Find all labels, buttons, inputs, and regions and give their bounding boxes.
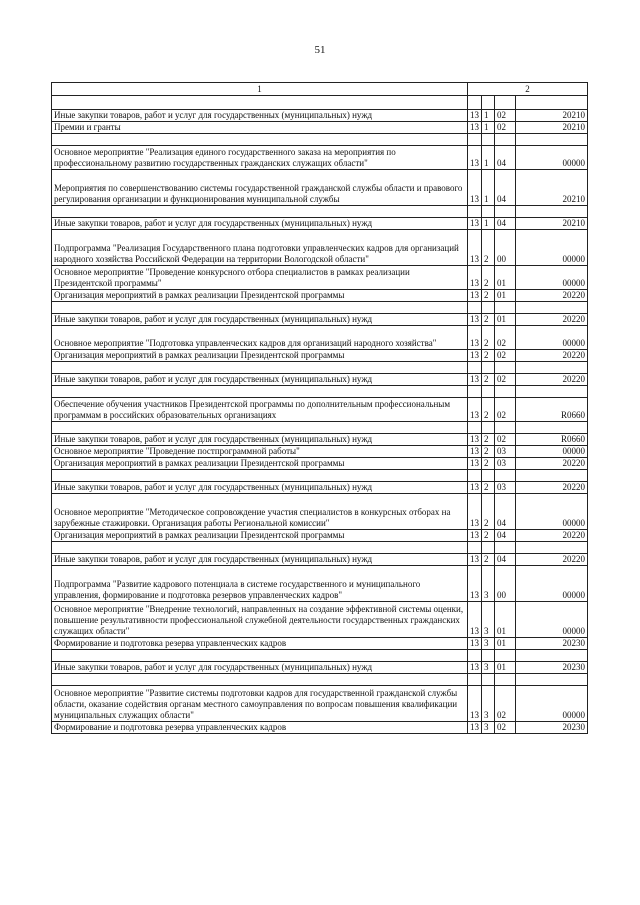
row-name-cell: Организация мероприятий в рамках реализации Президентской программы	[52, 458, 468, 470]
row-code-subsection-cell: 2	[482, 530, 495, 542]
table-row	[52, 662, 588, 674]
row-code-subsection-cell: 3	[482, 638, 495, 650]
row-name-cell: Обеспечение обучения участников Президентской программы по дополнительным профессиональным программам в российских образовательных организациях	[52, 398, 468, 422]
row-code-target-cell: 20210	[516, 122, 588, 134]
row-code-target-cell: 00000	[516, 686, 588, 722]
row-code-section-cell: 13	[468, 554, 482, 566]
row-name-cell: Иные закупки товаров, работ и услуг для государственных (муниципальных) нужд	[52, 662, 468, 674]
row-code-section-cell: 13	[468, 266, 482, 290]
row-code-subsection-cell: 1	[482, 122, 495, 134]
row-code-subsection-cell: 2	[482, 494, 495, 530]
row-name-cell	[52, 470, 468, 482]
row-code-subsection-cell	[482, 674, 495, 686]
row-code-item-cell: 02	[495, 350, 516, 362]
row-code-subsection-cell	[482, 302, 495, 314]
row-code-target-cell: 20220	[516, 530, 588, 542]
row-code-item-cell: 01	[495, 602, 516, 638]
row-code-target-cell	[516, 302, 588, 314]
row-code-section-cell: 13	[468, 722, 482, 734]
table-row	[52, 686, 588, 722]
row-name-cell: Иные закупки товаров, работ и услуг для государственных (муниципальных) нужд	[52, 554, 468, 566]
row-code-item-cell: 02	[495, 326, 516, 350]
row-code-subsection-cell: 1	[482, 170, 495, 206]
row-code-item-cell: 00	[495, 230, 516, 266]
row-code-subsection-cell: 2	[482, 314, 495, 326]
row-code-item-cell: 03	[495, 482, 516, 494]
row-name-cell: Основное мероприятие "Проведение конкурсного отбора специалистов в рамках реализации Президентской программы"	[52, 266, 468, 290]
table-row	[52, 134, 588, 146]
table-row	[52, 494, 588, 530]
row-code-subsection-cell: 2	[482, 290, 495, 302]
row-name-cell	[52, 362, 468, 374]
table-row	[52, 554, 588, 566]
table-row	[52, 290, 588, 302]
row-code-target-cell: 20220	[516, 314, 588, 326]
table-row	[52, 374, 588, 386]
row-code-subsection-cell: 2	[482, 446, 495, 458]
table-row	[52, 482, 588, 494]
table-row	[52, 674, 588, 686]
row-code-section-cell	[468, 386, 482, 398]
budget-classification-table	[51, 82, 588, 734]
row-name-cell	[52, 542, 468, 554]
table-row	[52, 650, 588, 662]
row-code-section-cell: 13	[468, 350, 482, 362]
row-code-section-cell	[468, 542, 482, 554]
row-code-subsection-cell: 3	[482, 566, 495, 602]
row-code-item-cell	[495, 650, 516, 662]
table-row	[52, 530, 588, 542]
table-row	[52, 326, 588, 350]
row-code-item-cell: 04	[495, 530, 516, 542]
row-code-section-cell	[468, 470, 482, 482]
page-number: 51	[314, 44, 326, 56]
row-code-item-cell	[495, 96, 516, 110]
row-name-cell	[52, 302, 468, 314]
row-code-section-cell	[468, 650, 482, 662]
row-code-target-cell: 00000	[516, 494, 588, 530]
row-name-cell: Подпрограмма "Реализация Государственного плана подготовки управленческих кадров для организаций народного хозяйства Российской Федерации на территории Вологодской области"	[52, 230, 468, 266]
row-code-subsection-cell	[482, 96, 495, 110]
row-code-target-cell: 00000	[516, 266, 588, 290]
row-code-target-cell: 20210	[516, 218, 588, 230]
row-code-subsection-cell	[482, 650, 495, 662]
row-code-target-cell: 20220	[516, 554, 588, 566]
row-code-target-cell: R0660	[516, 434, 588, 446]
row-code-section-cell: 13	[468, 638, 482, 650]
row-code-section-cell: 13	[468, 122, 482, 134]
row-code-subsection-cell	[482, 422, 495, 434]
row-code-subsection-cell: 2	[482, 326, 495, 350]
row-code-section-cell: 13	[468, 290, 482, 302]
row-code-subsection-cell: 1	[482, 218, 495, 230]
table-row	[52, 362, 588, 374]
row-code-item-cell: 02	[495, 434, 516, 446]
row-name-cell	[52, 422, 468, 434]
row-code-section-cell: 13	[468, 170, 482, 206]
row-code-subsection-cell	[482, 362, 495, 374]
row-name-cell: Формирование и подготовка резерва управленческих кадров	[52, 722, 468, 734]
row-code-target-cell: 00000	[516, 326, 588, 350]
row-code-target-cell	[516, 674, 588, 686]
row-code-item-cell	[495, 386, 516, 398]
row-code-section-cell: 13	[468, 218, 482, 230]
row-code-target-cell: 20230	[516, 638, 588, 650]
row-code-section-cell: 13	[468, 446, 482, 458]
row-name-cell: Основное мероприятие "Методическое сопровождение участия специалистов в конкурсных отборах на зарубежные стажировки. Организация работы Региональной комиссии"	[52, 494, 468, 530]
table-row	[52, 110, 588, 122]
row-code-item-cell	[495, 422, 516, 434]
table-header-row	[52, 83, 588, 96]
row-code-subsection-cell: 2	[482, 554, 495, 566]
row-name-cell: Премии и гранты	[52, 122, 468, 134]
row-code-section-cell: 13	[468, 602, 482, 638]
row-name-cell: Основное мероприятие "Проведение постпрограммной работы"	[52, 446, 468, 458]
row-code-item-cell: 04	[495, 554, 516, 566]
row-name-cell: Иные закупки товаров, работ и услуг для государственных (муниципальных) нужд	[52, 314, 468, 326]
row-code-section-cell: 13	[468, 662, 482, 674]
table-row	[52, 170, 588, 206]
row-code-target-cell: 20220	[516, 374, 588, 386]
row-code-section-cell	[468, 96, 482, 110]
table-row	[52, 230, 588, 266]
table-row	[52, 422, 588, 434]
row-code-section-cell: 13	[468, 230, 482, 266]
row-name-cell: Организация мероприятий в рамках реализации Президентской программы	[52, 350, 468, 362]
row-code-target-cell: 00000	[516, 602, 588, 638]
row-code-section-cell: 13	[468, 566, 482, 602]
row-code-subsection-cell	[482, 470, 495, 482]
row-code-target-cell: 00000	[516, 566, 588, 602]
table-row	[52, 146, 588, 170]
table-body	[52, 96, 588, 734]
row-code-section-cell: 13	[468, 458, 482, 470]
row-code-section-cell	[468, 134, 482, 146]
row-code-target-cell: 20220	[516, 290, 588, 302]
row-code-section-cell: 13	[468, 434, 482, 446]
row-code-item-cell	[495, 134, 516, 146]
row-code-section-cell	[468, 674, 482, 686]
row-code-item-cell: 01	[495, 638, 516, 650]
row-code-target-cell: 00000	[516, 146, 588, 170]
row-code-section-cell	[468, 422, 482, 434]
row-name-cell: Формирование и подготовка резерва управленческих кадров	[52, 638, 468, 650]
row-name-cell	[52, 96, 468, 110]
row-code-item-cell	[495, 542, 516, 554]
table-row	[52, 122, 588, 134]
row-code-item-cell	[495, 674, 516, 686]
row-code-section-cell: 13	[468, 398, 482, 422]
row-code-subsection-cell: 2	[482, 458, 495, 470]
row-code-item-cell: 02	[495, 374, 516, 386]
row-code-subsection-cell	[482, 542, 495, 554]
table-row	[52, 446, 588, 458]
row-code-target-cell: 20220	[516, 350, 588, 362]
row-code-target-cell	[516, 206, 588, 218]
row-code-item-cell: 03	[495, 458, 516, 470]
row-code-item-cell: 04	[495, 170, 516, 206]
table-row	[52, 398, 588, 422]
row-code-item-cell: 02	[495, 686, 516, 722]
row-code-target-cell: 20210	[516, 110, 588, 122]
table-row	[52, 266, 588, 290]
row-code-subsection-cell: 2	[482, 434, 495, 446]
row-code-item-cell: 02	[495, 398, 516, 422]
row-code-item-cell: 04	[495, 146, 516, 170]
row-code-item-cell: 01	[495, 314, 516, 326]
row-code-item-cell: 00	[495, 566, 516, 602]
row-code-target-cell: R0660	[516, 398, 588, 422]
row-code-item-cell: 04	[495, 494, 516, 530]
row-code-item-cell	[495, 302, 516, 314]
row-name-cell	[52, 674, 468, 686]
row-code-subsection-cell: 1	[482, 110, 495, 122]
row-code-subsection-cell	[482, 206, 495, 218]
row-code-subsection-cell: 2	[482, 350, 495, 362]
row-name-cell: Основное мероприятие "Подготовка управленческих кадров для организаций народного хозяйства"	[52, 326, 468, 350]
row-name-cell: Иные закупки товаров, работ и услуг для государственных (муниципальных) нужд	[52, 482, 468, 494]
row-code-item-cell: 01	[495, 266, 516, 290]
row-name-cell: Иные закупки товаров, работ и услуг для государственных (муниципальных) нужд	[52, 218, 468, 230]
row-code-item-cell: 02	[495, 110, 516, 122]
table-row	[52, 96, 588, 110]
row-code-section-cell: 13	[468, 494, 482, 530]
row-code-subsection-cell: 2	[482, 398, 495, 422]
row-code-subsection-cell: 1	[482, 146, 495, 170]
row-code-section-cell	[468, 362, 482, 374]
column-header-1: 1	[52, 83, 468, 96]
row-code-subsection-cell: 3	[482, 722, 495, 734]
row-name-cell: Иные закупки товаров, работ и услуг для государственных (муниципальных) нужд	[52, 110, 468, 122]
row-code-section-cell	[468, 302, 482, 314]
row-code-section-cell: 13	[468, 482, 482, 494]
row-code-item-cell	[495, 470, 516, 482]
row-code-section-cell: 13	[468, 326, 482, 350]
table-row	[52, 350, 588, 362]
row-code-target-cell	[516, 96, 588, 110]
table-row	[52, 206, 588, 218]
row-name-cell	[52, 134, 468, 146]
table-row	[52, 458, 588, 470]
column-header-2: 2	[468, 83, 588, 96]
row-code-subsection-cell: 3	[482, 602, 495, 638]
row-name-cell: Иные закупки товаров, работ и услуг для государственных (муниципальных) нужд	[52, 374, 468, 386]
row-code-subsection-cell: 2	[482, 374, 495, 386]
row-code-section-cell: 13	[468, 686, 482, 722]
row-code-subsection-cell: 2	[482, 266, 495, 290]
row-code-section-cell: 13	[468, 530, 482, 542]
row-code-item-cell	[495, 362, 516, 374]
row-name-cell: Мероприятия по совершенствованию системы государственной гражданской службы области и правового регулирования организации и функционирования муниципальной службы	[52, 170, 468, 206]
row-code-item-cell	[495, 206, 516, 218]
table-row	[52, 386, 588, 398]
row-code-section-cell: 13	[468, 374, 482, 386]
row-code-section-cell: 13	[468, 314, 482, 326]
row-code-subsection-cell: 2	[482, 482, 495, 494]
table-row	[52, 542, 588, 554]
row-name-cell	[52, 650, 468, 662]
row-code-subsection-cell: 2	[482, 230, 495, 266]
table-row	[52, 722, 588, 734]
row-code-item-cell: 04	[495, 218, 516, 230]
row-code-item-cell: 02	[495, 722, 516, 734]
row-code-target-cell: 00000	[516, 230, 588, 266]
row-name-cell	[52, 386, 468, 398]
row-code-target-cell: 20220	[516, 458, 588, 470]
row-code-target-cell: 20210	[516, 170, 588, 206]
row-name-cell: Основное мероприятие "Внедрение технологий, направленных на создание эффективной системы оценки, повышение результативности профессиональной служебной деятельности государственных гражданских служащих области"	[52, 602, 468, 638]
table-row	[52, 566, 588, 602]
row-code-target-cell	[516, 470, 588, 482]
row-name-cell: Подпрограмма "Развитие кадрового потенциала в системе государственного и муниципального управления, формирование и подготовка резервов управленческих кадров"	[52, 566, 468, 602]
table-row	[52, 314, 588, 326]
row-code-item-cell: 01	[495, 662, 516, 674]
row-code-item-cell: 01	[495, 290, 516, 302]
row-code-target-cell	[516, 422, 588, 434]
row-name-cell: Организация мероприятий в рамках реализации Президентской программы	[52, 290, 468, 302]
row-code-target-cell: 20230	[516, 722, 588, 734]
row-code-item-cell: 02	[495, 122, 516, 134]
table-row	[52, 302, 588, 314]
row-name-cell: Организация мероприятий в рамках реализации Президентской программы	[52, 530, 468, 542]
row-code-item-cell: 03	[495, 446, 516, 458]
row-code-section-cell: 13	[468, 146, 482, 170]
row-code-subsection-cell	[482, 386, 495, 398]
row-code-target-cell	[516, 386, 588, 398]
row-code-target-cell	[516, 650, 588, 662]
table-row	[52, 602, 588, 638]
row-code-target-cell: 20220	[516, 482, 588, 494]
table-row	[52, 638, 588, 650]
row-name-cell: Иные закупки товаров, работ и услуг для государственных (муниципальных) нужд	[52, 434, 468, 446]
table-row	[52, 218, 588, 230]
row-code-section-cell: 13	[468, 110, 482, 122]
table-row	[52, 470, 588, 482]
row-code-section-cell	[468, 206, 482, 218]
row-code-target-cell: 20230	[516, 662, 588, 674]
row-code-target-cell: 00000	[516, 446, 588, 458]
row-code-subsection-cell: 3	[482, 686, 495, 722]
row-code-target-cell	[516, 134, 588, 146]
row-code-target-cell	[516, 542, 588, 554]
row-code-subsection-cell: 3	[482, 662, 495, 674]
row-name-cell: Основное мероприятие "Развитие системы подготовки кадров для государственной гражданской службы области, оказание содействия органам местного самоуправления по вопросам повышения квалификации муниципальных служащих области"	[52, 686, 468, 722]
row-name-cell: Основное мероприятие "Реализация единого государственного заказа на мероприятия по профессиональному развитию государственных гражданских служащих области"	[52, 146, 468, 170]
row-name-cell	[52, 206, 468, 218]
table-row	[52, 434, 588, 446]
row-code-target-cell	[516, 362, 588, 374]
row-code-subsection-cell	[482, 134, 495, 146]
